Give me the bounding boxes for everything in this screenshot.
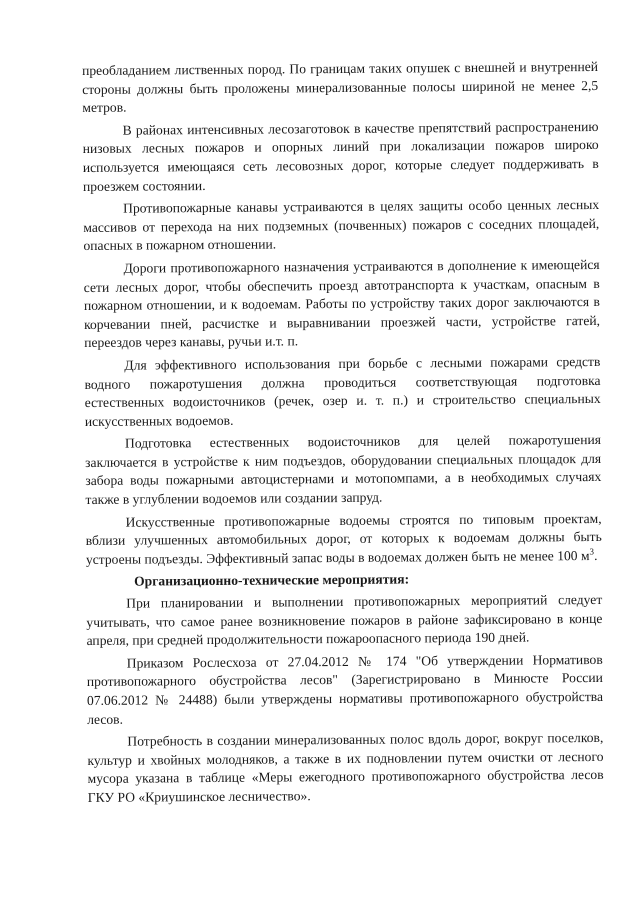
paragraph-5: Для эффективного использования при борьбе с лесными пожарами средств водного пожаротушения должна проводиться соответствующая подготовка естественных водоисточников (речек, озер и. т. п.) и строительство специальных искусственных водоемов. xyxy=(84,353,601,429)
paragraph-8: При планировании и выполнении противопожарных мероприятий следует учитывать, что самое ранее возникновение пожаров в районе зафиксировано в конце апреля, при средней продолжительности пожароопасного периода 190 дней. xyxy=(86,591,603,649)
cubic-superscript: 3 xyxy=(589,546,595,557)
paragraph-7-tail: . xyxy=(594,547,598,563)
paragraph-6: Подготовка естественных водоисточников для целей пожаротушения заключается в устройстве к ним подъездов, оборудовании специальных площадок для забора воды пожарными автоцистернами и мотопомпами, а в необходимых случаях также в углублении водоемов или создании запруд. xyxy=(85,432,602,508)
paragraph-1: преобладанием лиственных пород. По границам таких опушек с внешней и внутренней стороны должны быть проложены минерализованные полосы шириной не менее 2,5 метров. xyxy=(82,58,599,116)
paragraph-3: Противопожарные канавы устраиваются в целях защиты особо ценных лесных массивов от перехода на них подземных (почвенных) пожаров с соседних площадей, опасных в пожарном отношении. xyxy=(83,197,600,254)
paragraph-2: В районах интенсивных лесозаготовок в качестве препятствий распространению низовых лесных пожаров и опорных линий при локализации пожаров широко используется имеющаяся сеть лесовозных дорог, которые следует поддерживать в проезжем состоянии. xyxy=(82,118,599,194)
paragraph-7-text: Искусственные противопожарные водоемы строятся по типовым проектам, вблизи улучшенных автомобильных дорог, от которых к водоемам должны быть устроены подъезды. Эффективный запас воды в водоемах должен быть не менее 100 м xyxy=(85,510,602,567)
paragraph-7 xyxy=(86,510,602,570)
paragraph-10: Потребность в создании минерализованных полос вдоль дорог, вокруг поселков, культур и хвойных молодняков, а также в их подновлении путем очистки от лесного мусора указана в таблице «Меры ежегодного противопожарного обустройства лесов ГКУ РО «Криушинское лесничество». xyxy=(87,730,604,805)
document-body xyxy=(82,58,604,812)
paragraph-4: Дороги противопожарного назначения устраиваются в дополнение к имеющейся сети лесных дорог, чтобы обеспечить проезд автотранспорта к участкам, опасным в пожарном отношении, и к водоемам. Работы по устройству таких дорог заключаются в корчевании пней, расчистке и выравнивании проезжей части, устройстве гатей, переездов через канавы, ручьи и.т. п. xyxy=(83,256,601,351)
paragraph-9: Приказом Рослесхоза от 27.04.2012 № 174 "Об утверждении Нормативов противопожарного обустройства лесов" (Зарегистрировано в Минюсте России 07.06.2012 № 24488) были утверждены нормативы противопожарного обустройства лесов. xyxy=(86,651,604,727)
section-heading: Организационно-технические мероприятия: xyxy=(134,571,410,590)
